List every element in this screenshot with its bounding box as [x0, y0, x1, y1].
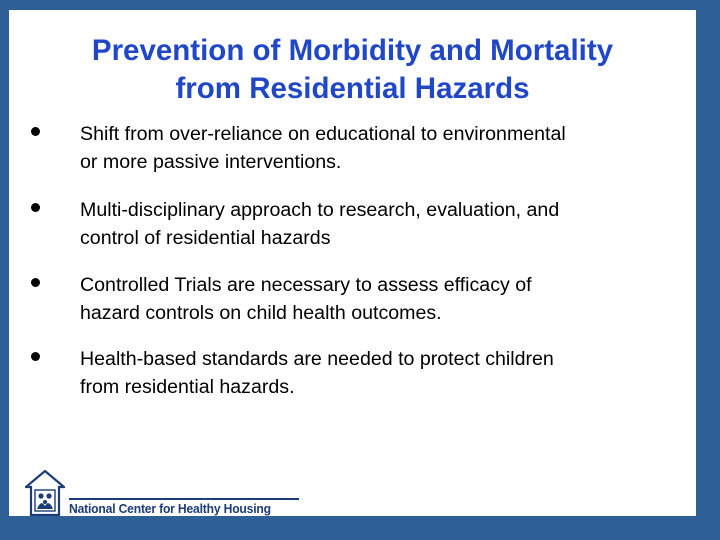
bullet-dot-icon: [31, 127, 40, 136]
organization-logo: [25, 470, 325, 516]
bullet-line: or more passive interventions.: [80, 151, 342, 173]
organization-name: National Center for Healthy Housing: [69, 501, 271, 516]
bullet-text: [80, 271, 690, 327]
bullet-text: [80, 120, 690, 176]
logo-divider: [69, 498, 299, 500]
bullet-line: Shift from over-reliance on educational to environmental: [80, 123, 566, 145]
slide-title-line-2: from Residential Hazards: [175, 72, 530, 105]
bullet-line: Controlled Trials are necessary to assess efficacy of: [80, 274, 532, 296]
bullet-list: [9, 10, 696, 430]
bullet-text: [80, 345, 690, 401]
bullet-dot-icon: [31, 278, 40, 287]
bullet-line: hazard controls on child health outcomes.: [80, 302, 442, 324]
bullet-line: Multi-disciplinary approach to research, evaluation, and: [80, 199, 560, 221]
bullet-dot-icon: [31, 352, 40, 361]
bullet-line: from residential hazards.: [80, 376, 295, 398]
bullet-line: Health-based standards are needed to protect children: [80, 348, 554, 370]
house-family-icon: [25, 470, 65, 516]
slide-title-line-1: Prevention of Morbidity and Mortality: [91, 34, 614, 67]
bullet-dot-icon: [31, 203, 40, 212]
bullet-line: control of residential hazards: [80, 227, 331, 249]
slide-content: [9, 10, 696, 516]
bullet-text: [80, 196, 690, 252]
